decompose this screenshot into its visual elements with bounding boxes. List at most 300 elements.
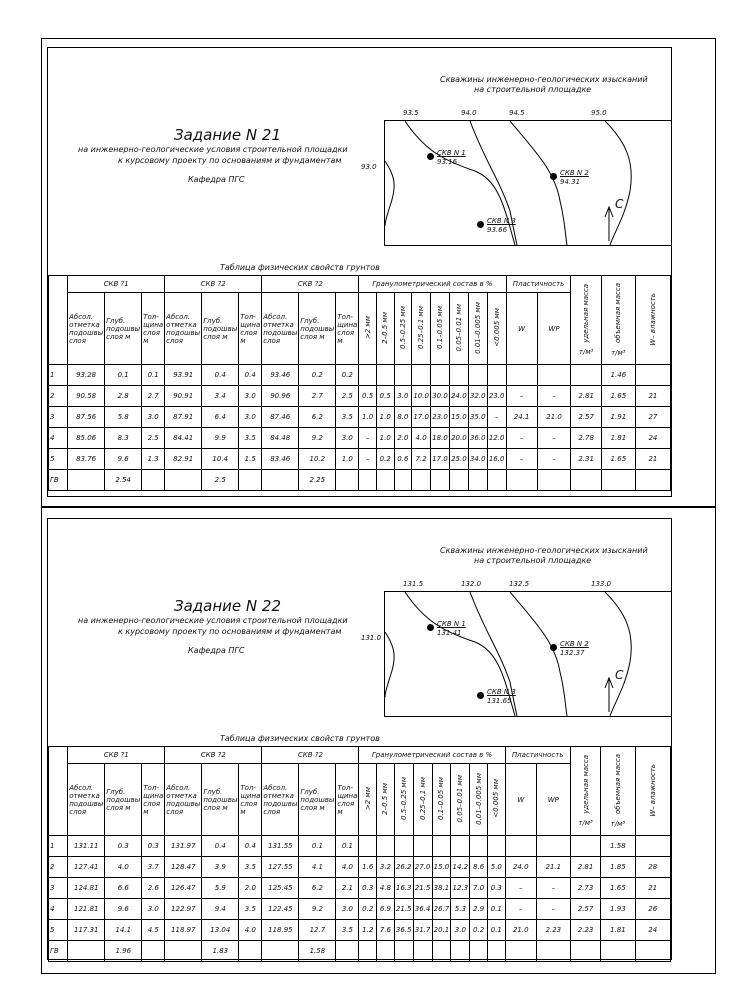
table-cell: 2.23	[570, 920, 601, 941]
header-fraction	[487, 764, 505, 836]
header-fraction	[377, 764, 395, 836]
table-cell: 2.9	[470, 899, 488, 920]
table-cell: 1	[49, 365, 68, 386]
table-cell: 3.7	[142, 857, 165, 878]
table-cell	[336, 941, 359, 962]
table-cell	[239, 470, 262, 491]
well-name: СКВ N 1	[437, 149, 466, 157]
header-moisture-label: W– влажность	[648, 292, 657, 346]
table-cell	[601, 470, 635, 491]
table-cell	[394, 941, 413, 962]
table-cell: 30.0	[431, 386, 450, 407]
header-fraction	[468, 293, 487, 365]
table-cell: 0.2	[359, 899, 377, 920]
table-row	[49, 941, 671, 962]
table-cell	[536, 836, 570, 857]
table-cell: 0.2	[470, 920, 488, 941]
table-cell: 2.0	[394, 428, 412, 449]
table-cell	[506, 470, 537, 491]
table-cell	[505, 836, 536, 857]
table-cell: 2.54	[105, 470, 142, 491]
table-cell: 2.5	[336, 386, 359, 407]
header-fraction	[412, 293, 431, 365]
header-abs-elev: Абсол. отметка подошвы слоя	[68, 293, 105, 365]
table-cell	[413, 941, 432, 962]
table-cell: 5	[49, 449, 68, 470]
header-depth: Глуб. подошвы слоя м	[299, 764, 336, 836]
task-subtitle-2: к курсовому проекту по основаниям и фундаментам	[118, 627, 342, 636]
contour-label: 133.0	[591, 580, 612, 588]
header-skv2: СКВ ?2	[165, 276, 262, 293]
table-cell	[377, 836, 395, 857]
table-cell: 1.83	[202, 941, 239, 962]
table-cell: 0.3	[359, 878, 377, 899]
table-cell: 17.0	[412, 407, 431, 428]
fraction-label: 0.01–0.005 мм	[474, 772, 483, 825]
table-cell: 24.0	[449, 386, 468, 407]
table-cell: 122.97	[165, 899, 202, 920]
table-cell: 5.0	[487, 857, 505, 878]
table-cell: 0.3	[142, 836, 165, 857]
well-elevation: 93.66	[487, 226, 508, 234]
table-row	[49, 386, 671, 407]
table-cell	[536, 941, 570, 962]
header-num	[49, 276, 68, 365]
contour-label: 94.5	[509, 109, 525, 117]
table-cell: 10.4	[202, 449, 239, 470]
table-cell: 1.93	[601, 899, 635, 920]
table-row	[49, 449, 671, 470]
table-cell	[449, 365, 468, 386]
contour-lines	[385, 121, 671, 245]
table-cell: 1.65	[601, 386, 635, 407]
table-cell: –	[537, 386, 571, 407]
table-cell: 3.5	[239, 428, 262, 449]
header-num	[49, 747, 68, 836]
table-cell: 3.0	[336, 428, 359, 449]
header-wl: W	[505, 764, 536, 836]
well-dot-icon	[427, 624, 434, 631]
table-cell: 90.96	[262, 386, 299, 407]
table-cell: 12.0	[487, 428, 506, 449]
table-cell: 2.23	[536, 920, 570, 941]
table-cell: 18.0	[431, 428, 450, 449]
table-cell: 26.7	[432, 899, 451, 920]
table-cell: 0.1	[487, 920, 505, 941]
table-cell: 2.8	[105, 386, 142, 407]
table-cell: 122.45	[262, 899, 299, 920]
table-cell	[635, 470, 670, 491]
table-cell: 1.85	[601, 857, 635, 878]
table-cell: 1.58	[601, 836, 635, 857]
header-specific-mass	[570, 747, 601, 836]
header-skv1: СКВ ?1	[68, 747, 165, 764]
sheet-divider	[41, 506, 716, 508]
header-abs-elev: Абсол. отметка подошвы слоя	[165, 293, 202, 365]
table-cell: 13.04	[202, 920, 239, 941]
table-cell: 20.0	[449, 428, 468, 449]
table-cell: 3.4	[202, 386, 239, 407]
table-cell: 21.0	[537, 407, 571, 428]
fraction-label: 0.1–0.05 мм	[437, 776, 446, 820]
table-cell: 5.9	[202, 878, 239, 899]
table-cell: 6.2	[299, 407, 336, 428]
table-cell: 4.8	[377, 878, 395, 899]
table-cell: 9.6	[105, 899, 142, 920]
header-plasticity: Пластичность	[506, 276, 571, 293]
table-cell: 0.5	[359, 386, 377, 407]
table-cell: 2	[49, 386, 68, 407]
table-cell: 1	[49, 836, 68, 857]
table-cell: 26.2	[394, 857, 413, 878]
table-cell: 90.91	[165, 386, 202, 407]
table-cell: 4.0	[336, 857, 359, 878]
table-title: Таблица физических свойств грунтов	[220, 263, 380, 272]
table-cell: 1.65	[601, 878, 635, 899]
task-subtitle-1: на инженерно-геологические условия строительной площадки	[78, 145, 348, 154]
table-cell: 32.0	[468, 386, 487, 407]
table-row	[49, 407, 671, 428]
table-cell: 2.5	[142, 428, 165, 449]
table-cell: 7.2	[412, 449, 431, 470]
unit-label: т/м³	[610, 820, 626, 828]
table-cell: 87.46	[262, 407, 299, 428]
table-cell: 2.7	[142, 386, 165, 407]
header-fraction	[470, 764, 488, 836]
fraction-label: <0.005 мм	[492, 779, 501, 818]
table-cell: 125.45	[262, 878, 299, 899]
table-cell	[570, 941, 601, 962]
table-cell: –	[537, 428, 571, 449]
table-cell: 7.6	[377, 920, 395, 941]
header-bulk-mass	[601, 747, 635, 836]
header-fraction	[449, 293, 468, 365]
table-cell	[431, 365, 450, 386]
table-cell: 34.0	[468, 449, 487, 470]
header-depth: Глуб. подошвы слоя м	[299, 293, 336, 365]
table-cell	[376, 470, 394, 491]
table-cell: 127.41	[68, 857, 105, 878]
table-cell: 0.4	[239, 365, 262, 386]
header-fraction	[394, 293, 412, 365]
table-cell	[412, 470, 431, 491]
well-elevation: 94.31	[560, 178, 581, 186]
header-wp: WP	[537, 293, 571, 365]
well-name: СКВ N 2	[560, 640, 589, 648]
table-cell	[487, 941, 505, 962]
table-cell: 15.0	[449, 407, 468, 428]
table-cell: 1.81	[601, 920, 635, 941]
table-cell: 0.2	[336, 365, 359, 386]
table-cell: 23.0	[431, 407, 450, 428]
unit-label: т/м³	[611, 349, 626, 357]
unit-label: т/м³	[578, 348, 594, 357]
table-cell: 0.5	[376, 386, 394, 407]
table-cell: 5.3	[451, 899, 470, 920]
table-cell	[376, 365, 394, 386]
well-elevation: 131.65	[487, 697, 512, 705]
table-cell: 0.2	[376, 449, 394, 470]
table-cell: 20.1	[432, 920, 451, 941]
header-fraction	[359, 764, 377, 836]
table-cell: 3	[49, 407, 68, 428]
table-cell: 131.97	[165, 836, 202, 857]
site-map	[361, 109, 672, 246]
header-moisture	[635, 747, 670, 836]
table-cell: 0.1	[142, 365, 165, 386]
table-cell: 10.0	[412, 386, 431, 407]
table-row	[49, 899, 671, 920]
header-depth: Глуб. подошвы слоя м	[105, 764, 142, 836]
fraction-label: 0.25–0.1 мм	[418, 776, 427, 820]
contour-label: 94.0	[461, 109, 477, 117]
table-cell: 9.2	[299, 899, 336, 920]
table-cell: 1.5	[239, 449, 262, 470]
header-fraction	[359, 293, 377, 365]
table-cell: 0.1	[299, 836, 336, 857]
sheet-2	[47, 518, 672, 960]
table-cell: –	[487, 407, 506, 428]
table-cell	[487, 470, 506, 491]
table-cell: 12.3	[451, 878, 470, 899]
contour-label: 95.0	[591, 109, 607, 117]
table-title: Таблица физических свойств грунтов	[220, 734, 380, 743]
header-abs-elev: Абсол. отметка подошвы слоя	[262, 293, 299, 365]
department: Кафедра ПГС	[188, 646, 245, 655]
table-cell: 2.25	[299, 470, 336, 491]
header-fraction	[487, 293, 506, 365]
table-cell: 128.47	[165, 857, 202, 878]
table-cell: 21	[635, 386, 670, 407]
table-cell	[394, 365, 412, 386]
table-cell: 24	[635, 920, 670, 941]
table-cell: 83.46	[262, 449, 299, 470]
table-cell	[68, 470, 105, 491]
table-cell: 1.6	[359, 857, 377, 878]
soil-properties-table	[48, 746, 671, 962]
contour-label: 131.5	[403, 580, 424, 588]
table-cell	[432, 941, 451, 962]
well-elevation: 93.16	[437, 158, 458, 166]
table-cell: –	[506, 428, 537, 449]
table-cell: 4.0	[412, 428, 431, 449]
well-name: СКВ N 1	[437, 620, 466, 628]
table-cell	[601, 941, 635, 962]
table-cell: ГВ	[49, 941, 68, 962]
table-cell: 21.5	[413, 878, 432, 899]
table-cell: 0.2	[299, 365, 336, 386]
table-cell: 84.48	[262, 428, 299, 449]
header-abs-elev: Абсол. отметка подошвы слоя	[68, 764, 105, 836]
fraction-label: 0.25–0.1 мм	[417, 305, 426, 349]
header-fraction	[394, 764, 413, 836]
map-title-1: Скважины инженерно-геологических изысканий	[440, 75, 648, 84]
table-cell: 36.4	[413, 899, 432, 920]
table-cell: 126.47	[165, 878, 202, 899]
table-cell: 2.1	[336, 878, 359, 899]
table-cell	[413, 836, 432, 857]
table-cell	[239, 941, 262, 962]
contour-lines	[385, 592, 671, 716]
table-cell	[165, 470, 202, 491]
table-cell: 3	[49, 878, 68, 899]
table-cell: 118.97	[165, 920, 202, 941]
header-skv2: СКВ ?2	[165, 747, 262, 764]
header-thickness: Тол- щина слоя м	[142, 764, 165, 836]
table-cell: 21	[635, 878, 670, 899]
table-cell: 93.91	[165, 365, 202, 386]
table-cell: 3.5	[336, 920, 359, 941]
header-granulometry: Гранулометрический состав в %	[359, 747, 505, 764]
table-cell: 0.3	[487, 878, 505, 899]
table-cell: 0.6	[394, 449, 412, 470]
table-cell: 36.5	[394, 920, 413, 941]
table-cell: 4.0	[105, 857, 142, 878]
table-cell: 31.7	[413, 920, 432, 941]
table-cell: 118.95	[262, 920, 299, 941]
well-name: СКВ N 3	[487, 217, 516, 225]
table-cell	[432, 836, 451, 857]
table-cell	[359, 365, 377, 386]
header-bulk-mass-label: объемная масса	[614, 283, 623, 343]
table-cell: 27	[635, 407, 670, 428]
header-depth: Глуб. подошвы слоя м	[202, 293, 239, 365]
table-cell: 121.81	[68, 899, 105, 920]
table-cell	[377, 941, 395, 962]
table-cell: 0.4	[202, 836, 239, 857]
table-cell	[359, 836, 377, 857]
table-cell: 4	[49, 899, 68, 920]
table-cell: 24.1	[506, 407, 537, 428]
table-cell	[506, 365, 537, 386]
map-title-1: Скважины инженерно-геологических изысканий	[440, 546, 648, 555]
table-cell: 24	[635, 428, 670, 449]
contour-label: 131.0	[361, 634, 382, 642]
table-cell: 1.58	[299, 941, 336, 962]
header-moisture	[635, 276, 670, 365]
table-cell	[262, 941, 299, 962]
contour-label: 132.5	[509, 580, 530, 588]
well-elevation: 132.37	[560, 649, 585, 657]
table-cell: 23.0	[487, 386, 506, 407]
header-skv3: СКВ ?2	[262, 276, 359, 293]
table-cell: 2.6	[142, 878, 165, 899]
table-cell: 2.81	[571, 386, 601, 407]
table-cell	[505, 941, 536, 962]
table-cell: 12.7	[299, 920, 336, 941]
table-cell: 3.5	[336, 407, 359, 428]
table-cell: 2.31	[571, 449, 601, 470]
table-cell: 3.0	[336, 899, 359, 920]
header-fraction	[451, 764, 470, 836]
table-cell: 4.0	[239, 920, 262, 941]
site-map	[361, 580, 672, 717]
table-cell: –	[506, 386, 537, 407]
table-cell: 4.5	[142, 920, 165, 941]
table-cell: 3.0	[394, 386, 412, 407]
table-cell: –	[537, 449, 571, 470]
task-subtitle-2: к курсовому проекту по основаниям и фундаментам	[118, 156, 342, 165]
table-cell: 124.81	[68, 878, 105, 899]
header-skv1: СКВ ?1	[68, 276, 165, 293]
fraction-label: 0.05–0.01 мм	[454, 303, 463, 352]
fraction-label: >2 мм	[363, 315, 372, 340]
north-label: С	[615, 668, 624, 682]
table-cell: 16.3	[394, 878, 413, 899]
table-cell: 14.2	[451, 857, 470, 878]
fraction-label: 0.1–0.05 мм	[435, 305, 444, 349]
table-row	[49, 470, 671, 491]
table-cell: 0.4	[239, 836, 262, 857]
table-cell: 10.2	[299, 449, 336, 470]
well-name: СКВ N 2	[560, 169, 589, 177]
table-cell	[451, 836, 470, 857]
table-cell: 82.91	[165, 449, 202, 470]
table-cell: –	[536, 899, 570, 920]
header-wl: W	[506, 293, 537, 365]
table-cell	[449, 470, 468, 491]
table-cell	[571, 470, 601, 491]
header-depth: Глуб. подошвы слоя м	[105, 293, 142, 365]
table-cell: 9.6	[105, 449, 142, 470]
table-cell: 9.4	[202, 899, 239, 920]
table-cell: 84.41	[165, 428, 202, 449]
table-cell: 27.0	[413, 857, 432, 878]
table-cell: 8.3	[105, 428, 142, 449]
table-cell: 93.46	[262, 365, 299, 386]
table-cell: –	[506, 449, 537, 470]
header-moisture-label: W– влажность	[648, 763, 657, 817]
table-cell: 0.4	[202, 365, 239, 386]
contour-label: 93.0	[361, 163, 377, 171]
table-cell: 4	[49, 428, 68, 449]
table-cell: 127.55	[262, 857, 299, 878]
table-cell: 90.58	[68, 386, 105, 407]
table-cell: 3.5	[239, 899, 262, 920]
table-cell	[165, 941, 202, 962]
table-cell: 1.2	[359, 920, 377, 941]
table-cell	[487, 365, 506, 386]
table-cell: 7.0	[470, 878, 488, 899]
table-cell: 3.5	[239, 857, 262, 878]
well-dot-icon	[477, 221, 484, 228]
header-wp: WP	[536, 764, 570, 836]
fraction-label: 2–0.5 мм	[381, 782, 390, 815]
table-cell: 87.56	[68, 407, 105, 428]
table-cell: 4.1	[299, 857, 336, 878]
header-thickness: Тол- щина слоя м	[239, 764, 262, 836]
table-cell: 9.9	[202, 428, 239, 449]
table-cell: 1.65	[601, 449, 635, 470]
table-cell	[142, 470, 165, 491]
table-cell: 24.0	[505, 857, 536, 878]
table-cell: 35.0	[468, 407, 487, 428]
header-depth: Глуб. подошвы слоя м	[202, 764, 239, 836]
header-fraction	[431, 293, 450, 365]
table-cell	[470, 941, 488, 962]
table-cell	[635, 365, 670, 386]
table-cell	[468, 470, 487, 491]
table-cell: 1.91	[601, 407, 635, 428]
table-cell: ГВ	[49, 470, 68, 491]
table-cell	[262, 470, 299, 491]
table-cell: 1.3	[142, 449, 165, 470]
table-cell	[537, 470, 571, 491]
table-row	[49, 365, 671, 386]
table-cell: 2.0	[239, 878, 262, 899]
table-row	[49, 920, 671, 941]
table-cell: 17.0	[431, 449, 450, 470]
